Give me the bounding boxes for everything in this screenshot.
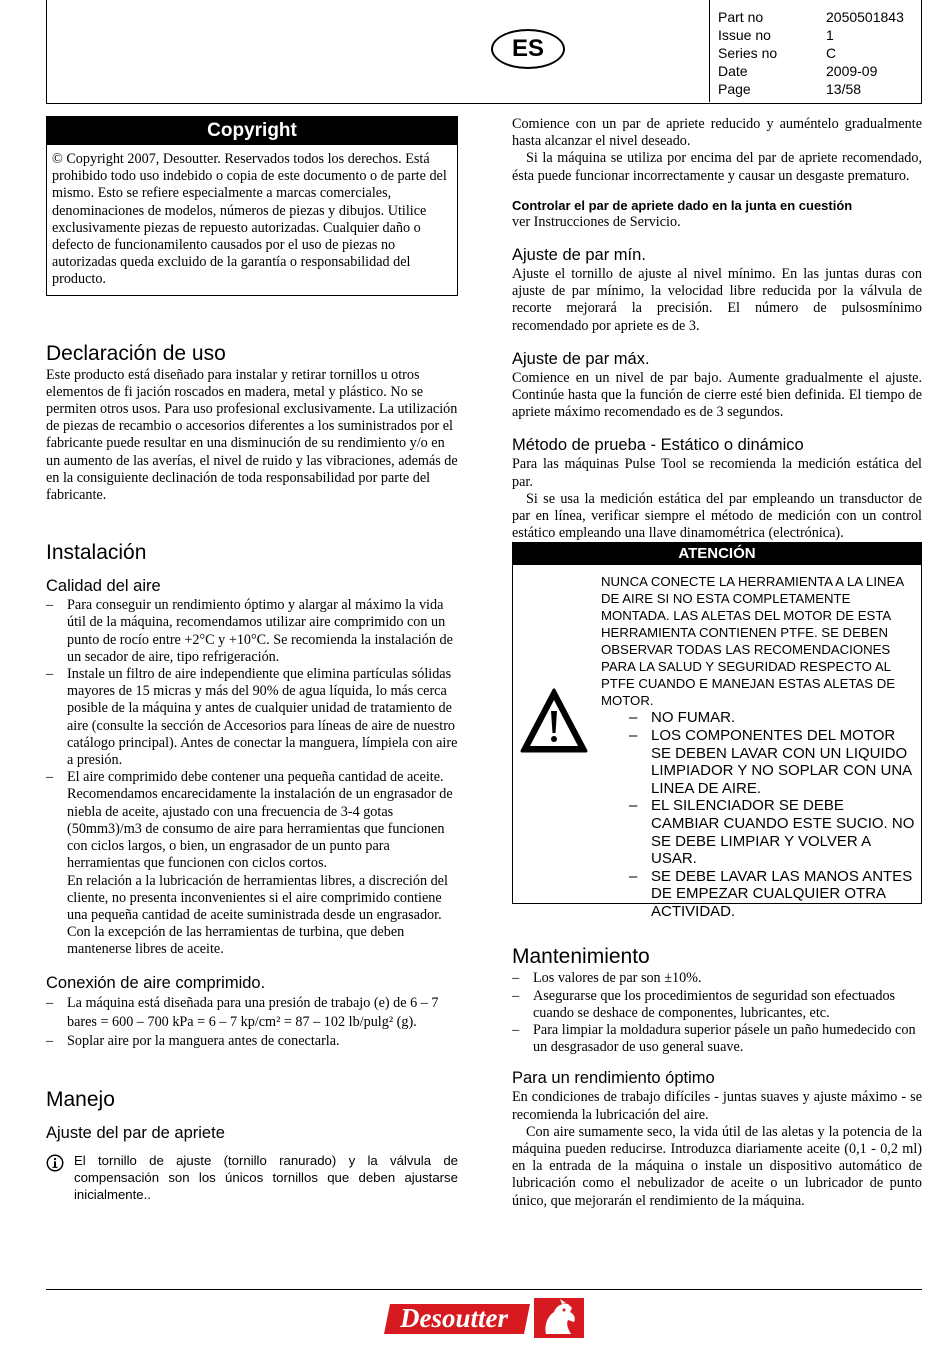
- right-column: [512, 116, 922, 1210]
- min-text: Ajuste el tornillo de ajuste al nivel mínimo. En las juntas duras con ajuste de par mínimo, la velocidad libre reducida por la válvula de recorte mejorará la precisión. El número de pulsosmínimo recomendado por apriete es de 3.: [512, 266, 922, 334]
- page-header: [46, 0, 922, 104]
- meta-value: 13/58: [826, 81, 862, 97]
- left-column: [46, 116, 458, 1203]
- list-item-text: Asegurarse que los procedimientos de seguridad son efectuados cuando se deshace de componentes, lubricantes, etc.: [533, 987, 896, 1021]
- max-text: Comience en un nivel de par bajo. Aumente gradualmente el ajuste. Continúe hasta que la función de cierre esté bien definida. El tiempo de apriete máximo recomendado es de 3 segundos.: [512, 369, 922, 421]
- subsection-title-max: Ajuste de par máx.: [512, 349, 650, 368]
- subsection-title-conexion: Conexión de aire comprimido.: [46, 973, 266, 992]
- section-title-mantenimiento: Mantenimiento: [512, 945, 650, 969]
- list-item-text: La máquina está diseñada para una presión de trabajo (e) de 6 – 7 bares = 600 – 700 kPa = 6 – 7 kp/cm² = 87 – 102 lb/pulg² (g).: [67, 994, 439, 1030]
- meta-value: 2009-09: [826, 63, 878, 79]
- svg-text:Desoutter: Desoutter: [400, 1303, 508, 1333]
- controlar-text: ver Instrucciones de Servicio.: [512, 213, 681, 230]
- list-item: [46, 994, 458, 1032]
- warning-item-text: NO FUMAR.: [651, 709, 736, 727]
- meta-row-page: [718, 80, 923, 98]
- language-badge: ES: [491, 29, 565, 69]
- metodo-text-2: Si se usa la medición estática del par empleando un transductor de par en línea, verificar siempre el método de medición con un control estático empleando una llave dinamométrica (electrónica).: [512, 490, 922, 542]
- section-title-instalacion: Instalación: [46, 541, 147, 565]
- warning-item: [629, 727, 915, 797]
- meta-label: Issue no: [718, 27, 771, 43]
- declaracion-text: Este producto está diseñado para instalar y retirar tornillos u otros elementos de fi jación roscados en madera, metal y plástico. No se permiten otros usos. Para uso profesional exclusivamente. La utilización de piezas de recambio o accesorios diferentes a los suministrados por el fabricante puede resultar en una disminución de su rendimiento y/o en un aumento de las averías, el nivel de ruido y las vibraciones, además de en la consiguiente declinación de toda responsabilidad por parte del fabricante.: [46, 366, 458, 504]
- copyright-text: © Copyright 2007, Desoutter. Reservados todos los derechos. Está prohibido todo uso indebido o copia de este documento o de parte del mismo. Esto se refiere especialmente a marcas comerciales, denominaciones de modelos, números de piezas y dibujos. Utilice exclusivamente piezas de repuesto autorizadas. Cualquier daño o defecto de funcionamilento causados por el uso de piezas no autorizadas queda excluido de la garantía o responsabilidad del producto.: [52, 151, 447, 288]
- info-note: [46, 1152, 458, 1203]
- calidad-list: [46, 597, 458, 958]
- subsection-title-ajuste: Ajuste del par de apriete: [46, 1123, 225, 1142]
- rendimiento-text-1: En condiciones de trabajo difíciles - juntas suaves y ajuste máximo - se recomienda la lubricación del aire.: [512, 1089, 922, 1123]
- warning-triangle-icon: [519, 687, 589, 755]
- list-item-text: Soplar aire por la manguera antes de conectarla.: [67, 1032, 340, 1049]
- list-item-text: Los valores de par son ±10%.: [533, 970, 702, 987]
- metodo-text-1: Para las máquinas Pulse Tool se recomienda la medición estática del par.: [512, 456, 922, 490]
- rendimiento-text-2: Con aire sumamente seco, la vida útil de las aletas y la potencia de la máquina pueden reducirse. Introduzca diariamente aceite (0,1 - 0,2 ml) en la entrada de la máquina o instale un dispositivo automático de lubricación como el nebulizador de aceite o un lubricador de punto único, que mejorarán el rendimiento de la máquina.: [512, 1123, 922, 1209]
- ajuste-text-1: Comience con un par de apriete reducido y auméntelo gradualmente hasta alcanzar el nivel deseado.: [512, 116, 922, 150]
- footer-divider: [46, 1289, 922, 1290]
- controlar-title: Controlar el par de apriete dado en la junta en cuestión: [512, 197, 853, 213]
- section-title-declaracion: Declaración de uso: [46, 341, 226, 365]
- document-meta: [709, 0, 923, 102]
- list-item-text: El aire comprimido debe contener una pequeña cantidad de aceite.: [67, 769, 444, 786]
- copyright-title: Copyright: [47, 117, 457, 145]
- warning-item: [629, 797, 915, 867]
- meta-value: 2050501843: [826, 9, 904, 25]
- warning-item: [629, 709, 915, 727]
- meta-value: 1: [826, 27, 834, 43]
- ajuste-text-2: Si la máquina se utiliza por encima del par de apriete recomendado, ésta puede funcionar incorrectamente y causar un desgaste prematuro.: [512, 150, 922, 184]
- meta-row-date: [718, 62, 923, 80]
- list-item-text: Para limpiar la moldadura superior pásele un paño humedecido con un desgrasador de uso general suave.: [533, 1022, 916, 1056]
- meta-label: Page: [718, 81, 751, 97]
- list-item-paragraph: Con la excepción de las herramientas de turbina, que deben mantenerse libres de aceite.: [67, 924, 405, 958]
- warning-item-text: SE DEBE LAVAR LAS MANOS ANTES DE EMPEZAR CUALQUIER OTRA ACTIVIDAD.: [651, 867, 913, 920]
- list-item: [46, 597, 458, 666]
- list-item: [512, 1022, 922, 1056]
- warning-item-text: LOS COMPONENTES DEL MOTOR SE DEBEN LAVAR CON UN LIQUIDO LIMPIADOR Y NO SOPLAR CON UNA LINEA DE AIRE.: [651, 727, 912, 797]
- copyright-box: [46, 116, 458, 296]
- subsection-title-min: Ajuste de par mín.: [512, 246, 646, 265]
- meta-label: Date: [718, 63, 748, 79]
- subsection-title-calidad: Calidad del aire: [46, 577, 161, 596]
- list-item: [46, 1032, 458, 1051]
- meta-row-issue: [718, 26, 923, 44]
- conexion-list: [46, 994, 458, 1051]
- list-item: [512, 970, 922, 987]
- warning-body: [601, 573, 915, 920]
- meta-value: C: [826, 45, 837, 61]
- list-item-text: Para conseguir un rendimiento óptimo y alargar al máximo la vida útil de la máquina, recomendamos utilizar aire comprimido con un punto de rocío entre +2°C y +10°C. Se recomienda la instalación de un secador de aire, tipo refrigeración.: [67, 597, 453, 665]
- list-item: [512, 988, 922, 1022]
- warning-box: [512, 542, 922, 920]
- list-item-paragraph: Recomendamos encarecidamente la instalación de un engrasador de niebla de aceite, ajustado con una frecuencia de 3-4 gotas (50mm3)/m3 de consumo de aire para herramientas que funcionen con ciclos largos, o bien, un engrasador de un punto para herramientas que funcionen con ciclos cortos.: [67, 786, 453, 872]
- warning-list: [601, 709, 915, 920]
- meta-label: Part no: [718, 9, 764, 25]
- list-item: [46, 769, 458, 958]
- warning-intro: NUNCA CONECTE LA HERRAMIENTA A LA LINEA DE AIRE SI NO ESTA COMPLETAMENTE MONTADA. LAS ALETAS DEL MOTOR DE ESTA HERRAMIENTA CONTIENEN PTFE. SE DEBEN OBSERVAR TODAS LAS RECOMENDACIONES PARA LA SALUD Y SEGURIDAD RESPECTO AL PTFE CUANDO E MANEJAN ESTAS ALETAS DE MOTOR.: [601, 574, 904, 709]
- desoutter-logo: [384, 1296, 588, 1340]
- info-icon: [46, 1154, 64, 1172]
- subsection-title-metodo: Método de prueba - Estático o dinámico: [512, 436, 804, 455]
- info-text: El tornillo de ajuste (tornillo ranurado) y la válvula de compensación son los únicos tornillos que deben ajustarse inicialmente..: [74, 1152, 458, 1202]
- warning-title: ATENCIÓN: [513, 543, 921, 565]
- meta-row-part: [718, 8, 923, 26]
- list-item: [46, 666, 458, 769]
- list-item-text: Instale un filtro de aire independiente que elimina partículas sólidas mayores de 15 micras y más del 90% de agua líquida, lo más cerca posible de la máquina y antes de cualquier unidad de tratamiento de aire (consulte la sección de Accesorios para líneas de aire de nuestro catálogo principal). Antes de conectar la manguera, límpiela con aire a presión.: [67, 666, 458, 769]
- meta-label: Series no: [718, 45, 778, 61]
- section-title-manejo: Manejo: [46, 1087, 115, 1111]
- subsection-title-rendimiento: Para un rendimiento óptimo: [512, 1069, 715, 1088]
- meta-row-series: [718, 44, 923, 62]
- warning-item-text: EL SILENCIADOR SE DEBE CAMBIAR CUANDO ESTE SUCIO. NO SE DEBE LIMPIAR Y VOLVER A USAR.: [651, 797, 915, 868]
- warning-item: [629, 868, 915, 921]
- mantenimiento-list: [512, 970, 922, 1056]
- list-item-paragraph: En relación a la lubricación de herramientas libres, a discreción del cliente, no presenta inconvenientes si el aire comprimido contiene una pequeña cantidad de aceite suministrada desde un engrasador.: [67, 872, 448, 923]
